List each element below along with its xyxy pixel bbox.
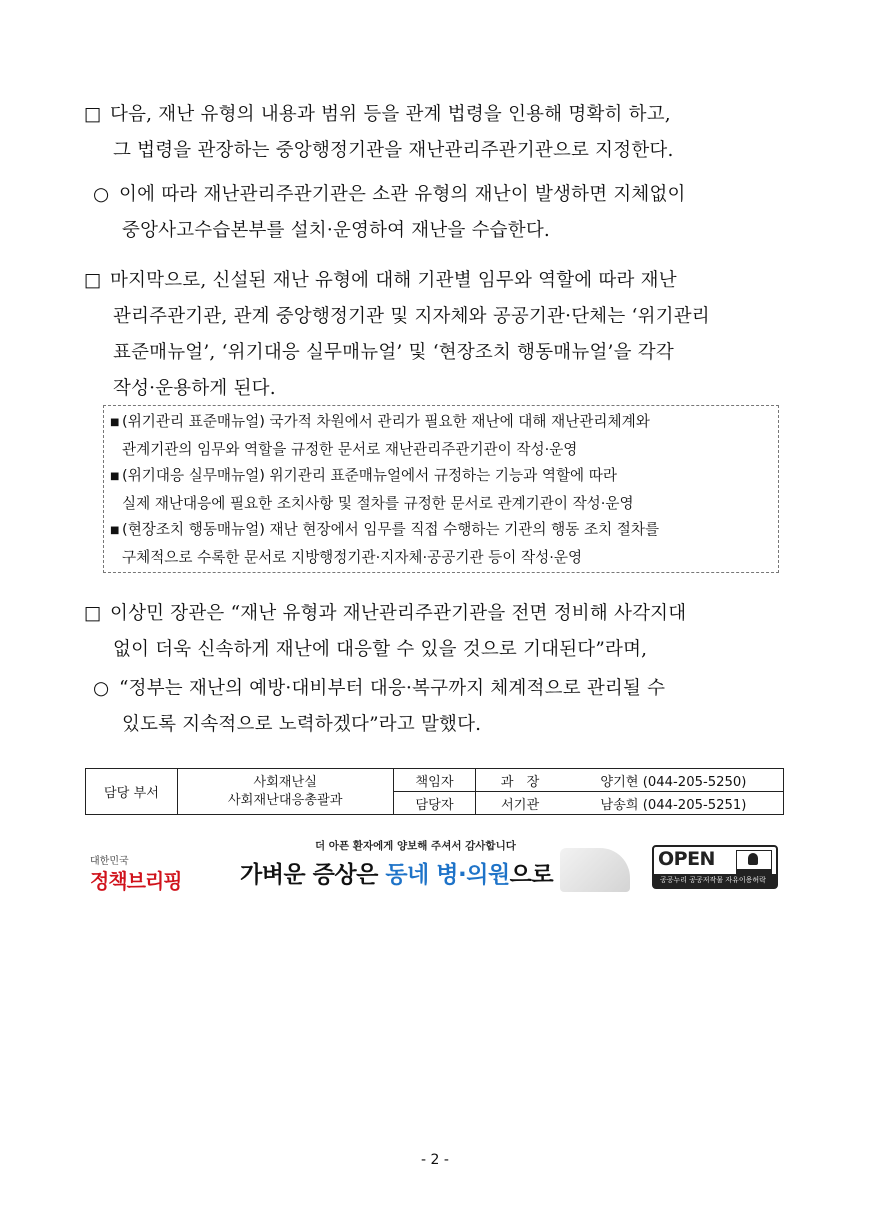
- paragraph-text: 마지막으로, 신설된 재난 유형에 대해 기관별 임무와 역할에 따라 재난: [110, 270, 677, 291]
- open-logo-text: OPEN: [658, 848, 715, 870]
- dept-line: 사회재난실: [253, 774, 318, 790]
- box-text: 구체적으로 수록한 문서로 지방행정기관·지자체·공공기관 등이 작성·운영: [122, 548, 583, 566]
- banner-text: 가벼운 증상은: [240, 862, 386, 888]
- banner-subtitle: 더 아픈 환자에게 양보해 주셔서 감사합니다: [315, 840, 516, 852]
- box-item: [110, 409, 778, 463]
- table-row: [86, 769, 784, 792]
- box-text: (현장조치 행동매뉴얼) 재난 현장에서 임무를 직접 수행하는 기관의 행동 조치 절차를: [122, 521, 660, 538]
- paragraph-text: 그 법령을 관장하는 중앙행정기관을 재난관리주관기관으로 지정한다.: [113, 140, 674, 161]
- banner-highlight: 동네 병·의원: [385, 862, 510, 888]
- paragraph-text: 중앙사고수습본부를 설치·운영하여 재난을 수습한다.: [122, 220, 550, 241]
- square-bullet: □: [84, 270, 102, 291]
- brand-big-text: 정책브리핑: [90, 869, 182, 893]
- box-bullet: ■: [110, 417, 120, 428]
- contact-table: [85, 768, 784, 815]
- paragraph-text: 이상민 장관은 “재난 유형과 재난관리주관기관을 전면 정비해 사각지대: [110, 603, 687, 624]
- page-number: - 2 -: [421, 1152, 449, 1168]
- paragraph-text: 작성·운용하게 된다.: [113, 378, 276, 399]
- patient-illustration-icon: [560, 848, 630, 892]
- kogl-open-license-logo[interactable]: [652, 845, 778, 889]
- paragraph-text: 표준매뉴얼’, ‘위기대응 실무매뉴얼’ 및 ‘현장조치 행동매뉴얼’을 각각: [113, 342, 674, 363]
- box-bullet: ■: [110, 525, 120, 536]
- role-cell: 책임자: [393, 769, 476, 792]
- paragraph-1: [84, 97, 674, 169]
- paragraph-2: [93, 177, 686, 249]
- paragraph-text: 있도록 지속적으로 노력하겠다”라고 말했다.: [122, 714, 482, 735]
- box-item: [110, 517, 778, 571]
- box-text: (위기관리 표준매뉴얼) 국가적 차원에서 관리가 필요한 재난에 대해 재난관리체계와: [122, 413, 650, 430]
- square-bullet: □: [84, 104, 102, 125]
- campaign-banner[interactable]: [240, 838, 630, 893]
- banner-headline: [240, 856, 553, 889]
- banner-text: 으로: [509, 862, 554, 888]
- paragraph-text: 없이 더욱 신속하게 재난에 대응할 수 있을 것으로 기대된다”라며,: [113, 639, 648, 660]
- box-item: [110, 463, 778, 517]
- open-license-caption: 공공누리 공공저작물 자유이용허락: [654, 874, 776, 887]
- box-text: (위기대응 실무매뉴얼) 위기관리 표준매뉴얼에서 규정하는 기능과 역할에 따라: [122, 467, 617, 484]
- role-cell: 담당자: [393, 792, 476, 815]
- paragraph-5: [93, 671, 665, 743]
- paragraph-4: [84, 596, 686, 668]
- paragraph-text: 이에 따라 재난관리주관기관은 소관 유형의 재난이 발생하면 지체없이: [119, 184, 686, 205]
- manual-definitions-box: [103, 405, 779, 573]
- square-bullet: □: [84, 603, 102, 624]
- position-cell: 서기관: [476, 792, 564, 815]
- paragraph-text: “정부는 재난의 예방·대비부터 대응·복구까지 체계적으로 관리될 수: [119, 678, 666, 699]
- circle-bullet: ○: [93, 678, 110, 699]
- box-text: 관계기관의 임무와 역할을 규정한 문서로 재난관리주관기관이 작성·운영: [122, 440, 578, 458]
- box-bullet: ■: [110, 471, 120, 482]
- dept-line: 사회재난대응총괄과: [227, 792, 343, 808]
- position-cell: 과 장: [476, 769, 564, 792]
- policy-briefing-logo[interactable]: [90, 852, 200, 892]
- person-cell: 양기현 (044-205-5250): [564, 769, 784, 792]
- circle-bullet: ○: [93, 184, 110, 205]
- brand-small-text: 대한민국: [90, 856, 129, 867]
- attribution-person-icon: [736, 850, 772, 876]
- person-cell: 남송희 (044-205-5251): [564, 792, 784, 815]
- paragraph-text: 다음, 재난 유형의 내용과 범위 등을 관계 법령을 인용해 명확히 하고,: [110, 104, 671, 125]
- footer: [0, 835, 870, 895]
- box-text: 실제 재난대응에 필요한 조치사항 및 절차를 규정한 문서로 관계기관이 작성·운영: [122, 494, 634, 512]
- dept-label-cell: 담당 부서: [86, 769, 178, 815]
- paragraph-text: 관리주관기관, 관계 중앙행정기관 및 지자체와 공공기관·단체는 ‘위기관리: [113, 306, 710, 327]
- dept-name-cell: [177, 769, 393, 815]
- paragraph-3: [84, 263, 710, 407]
